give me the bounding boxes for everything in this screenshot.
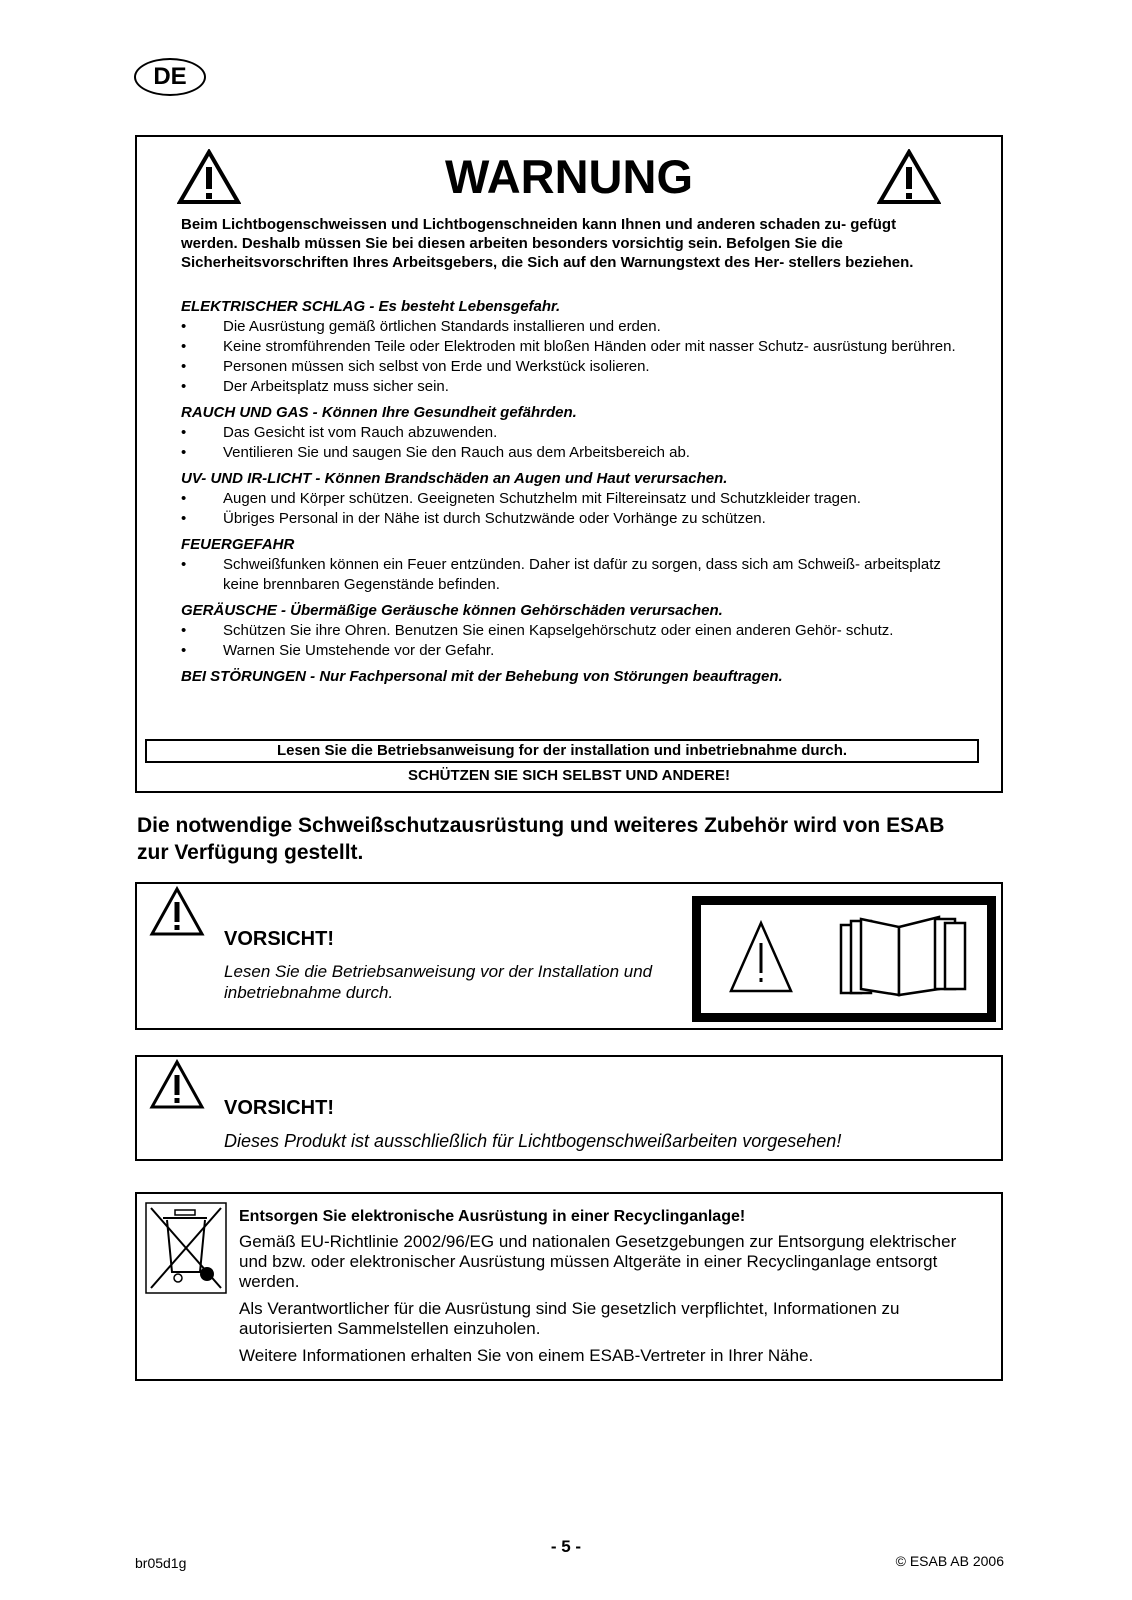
hazard-item	[181, 443, 971, 463]
caution-text: Lesen Sie die Betriebsanweisung vor der Installation und inbetriebnahme durch.	[224, 962, 653, 1002]
recycling-text	[239, 1232, 979, 1373]
hazard-item	[181, 621, 971, 641]
hazard-item	[181, 337, 971, 357]
read-manual-pictogram	[692, 896, 996, 1022]
copyright: © ESAB AB 2006	[895, 1553, 1004, 1569]
caution-triangle-icon	[149, 886, 205, 938]
bullet-icon: •	[181, 424, 187, 441]
hazard-item-text: Schützen Sie ihre Ohren. Benutzen Sie einen Kapselgehörschutz oder einen anderen Gehör- schutz.	[223, 622, 894, 639]
caution-text: Dieses Produkt ist ausschließlich für Lichtbogenschweißarbeiten vorgesehen!	[224, 1131, 842, 1151]
recycling-title: Entsorgen Sie elektronische Ausrüstung in einer Recyclinganlage!	[239, 1208, 746, 1225]
hazard-heading: UV- UND IR-LICHT - Können Brandschäden an Augen und Haut verursachen.	[181, 470, 728, 487]
hazard-item-text: Die Ausrüstung gemäß örtlichen Standards installieren und erden.	[223, 318, 661, 335]
bullet-icon: •	[181, 338, 187, 355]
hazard-item-text: Augen und Körper schützen. Geeigneten Schutzhelm mit Filtereinsatz und Schutzkleider tragen.	[223, 490, 861, 507]
caution-box-usage	[135, 1055, 1003, 1161]
recycling-paragraph: Gemäß EU-Richtlinie 2002/96/EG und nationalen Gesetzgebungen zur Entsorgung elektrischer und bzw. oder elektronischer Ausrüstung müssen Altgeräte in einer Recyclinganlage entsorgt werden.	[239, 1232, 957, 1291]
hazard-item-text: Warnen Sie Umstehende vor der Gefahr.	[223, 642, 495, 659]
hazard-item-text: Ventilieren Sie und saugen Sie den Rauch aus dem Arbeitsbereich ab.	[223, 444, 690, 461]
hazard-item	[181, 489, 971, 509]
caution-box-manual	[135, 882, 1003, 1030]
read-manual-notice: Lesen Sie die Betriebsanweisung for der installation und inbetriebnahme durch.	[145, 739, 979, 763]
hazard-list	[181, 297, 971, 687]
hazard-heading: BEI STÖRUNGEN - Nur Fachpersonal mit der Behebung von Störungen beauftragen.	[181, 668, 783, 685]
warning-triangle-icon	[877, 149, 941, 205]
hazard-heading: GERÄUSCHE - Übermäßige Geräusche können Gehörschäden verursachen.	[181, 602, 723, 619]
hazard-item	[181, 641, 971, 661]
bullet-icon: •	[181, 358, 187, 375]
hazard-item-text: Das Gesicht ist vom Rauch abzuwenden.	[223, 424, 498, 441]
hazard-item-text: Übriges Personal in der Nähe ist durch Schutzwände oder Vorhänge zu schützen.	[223, 510, 766, 527]
recycling-paragraph: Weitere Informationen erhalten Sie von einem ESAB-Vertreter in Ihrer Nähe.	[239, 1346, 814, 1365]
document-code: br05d1g	[135, 1555, 187, 1571]
warning-box	[135, 135, 1003, 793]
warning-title: WARNUNG	[444, 150, 694, 203]
hazard-item	[181, 509, 971, 529]
bullet-icon: •	[181, 642, 187, 659]
equipment-note: Die notwendige Schweißschutzausrüstung und weiteres Zubehör wird von ESAB zur Verfügung gestellt.	[137, 814, 945, 864]
hazard-item-text: Keine stromführenden Teile oder Elektroden mit bloßen Händen oder mit nasser Schutz- ausrüstung berühren.	[223, 338, 956, 355]
hazard-heading: RAUCH UND GAS - Können Ihre Gesundheit gefährden.	[181, 404, 577, 421]
recycling-paragraph: Als Verantwortlicher für die Ausrüstung sind Sie gesetzlich verpflichtet, Informationen zu autorisierten Sammelstellen einzuholen.	[239, 1299, 900, 1338]
caution-triangle-icon	[149, 1059, 205, 1111]
bullet-icon: •	[181, 378, 187, 395]
hazard-item	[181, 377, 971, 397]
bullet-icon: •	[181, 444, 187, 461]
bullet-icon: •	[181, 490, 187, 507]
language-badge: DE	[134, 58, 206, 96]
manual-book-icon	[701, 905, 987, 1013]
hazard-item	[181, 317, 971, 337]
warning-intro: Beim Lichtbogenschweissen und Lichtbogenschneiden kann Ihnen und anderen schaden zu- gefügt werden. Deshalb müssen Sie bei diesen arbeiten besonders vorsichtig sein. Befolgen Sie die Sicherheitsvorschriften Ihres Arbeitsgebers, die Sich auf den Warnungstext des Her- stellers beziehen.	[181, 216, 914, 271]
bullet-icon: •	[181, 622, 187, 639]
hazard-item	[181, 423, 971, 443]
protect-notice: SCHÜTZEN SIE SICH SELBST UND ANDERE!	[408, 767, 730, 784]
bullet-icon: •	[181, 318, 187, 335]
hazard-heading: FEUERGEFAHR	[181, 536, 295, 553]
hazard-item-text: Personen müssen sich selbst von Erde und Werkstück isolieren.	[223, 358, 650, 375]
hazard-item-text: Der Arbeitsplatz muss sicher sein.	[223, 378, 449, 395]
crossed-bin-icon	[145, 1202, 227, 1294]
hazard-heading: ELEKTRISCHER SCHLAG - Es besteht Lebensgefahr.	[181, 298, 561, 315]
caution-heading: VORSICHT!	[224, 928, 334, 950]
hazard-item-text: Schweißfunken können ein Feuer entzünden. Daher ist dafür zu sorgen, dass sich am Schweiß- arbeitsplatz keine brennbaren Gegenstände befinden.	[223, 556, 941, 593]
page-number: - 5 -	[550, 1537, 582, 1556]
recycling-box	[135, 1192, 1003, 1381]
bullet-icon: •	[181, 556, 187, 573]
bullet-icon: •	[181, 510, 187, 527]
hazard-item	[181, 357, 971, 377]
caution-heading: VORSICHT!	[224, 1097, 334, 1119]
hazard-item	[181, 555, 971, 595]
